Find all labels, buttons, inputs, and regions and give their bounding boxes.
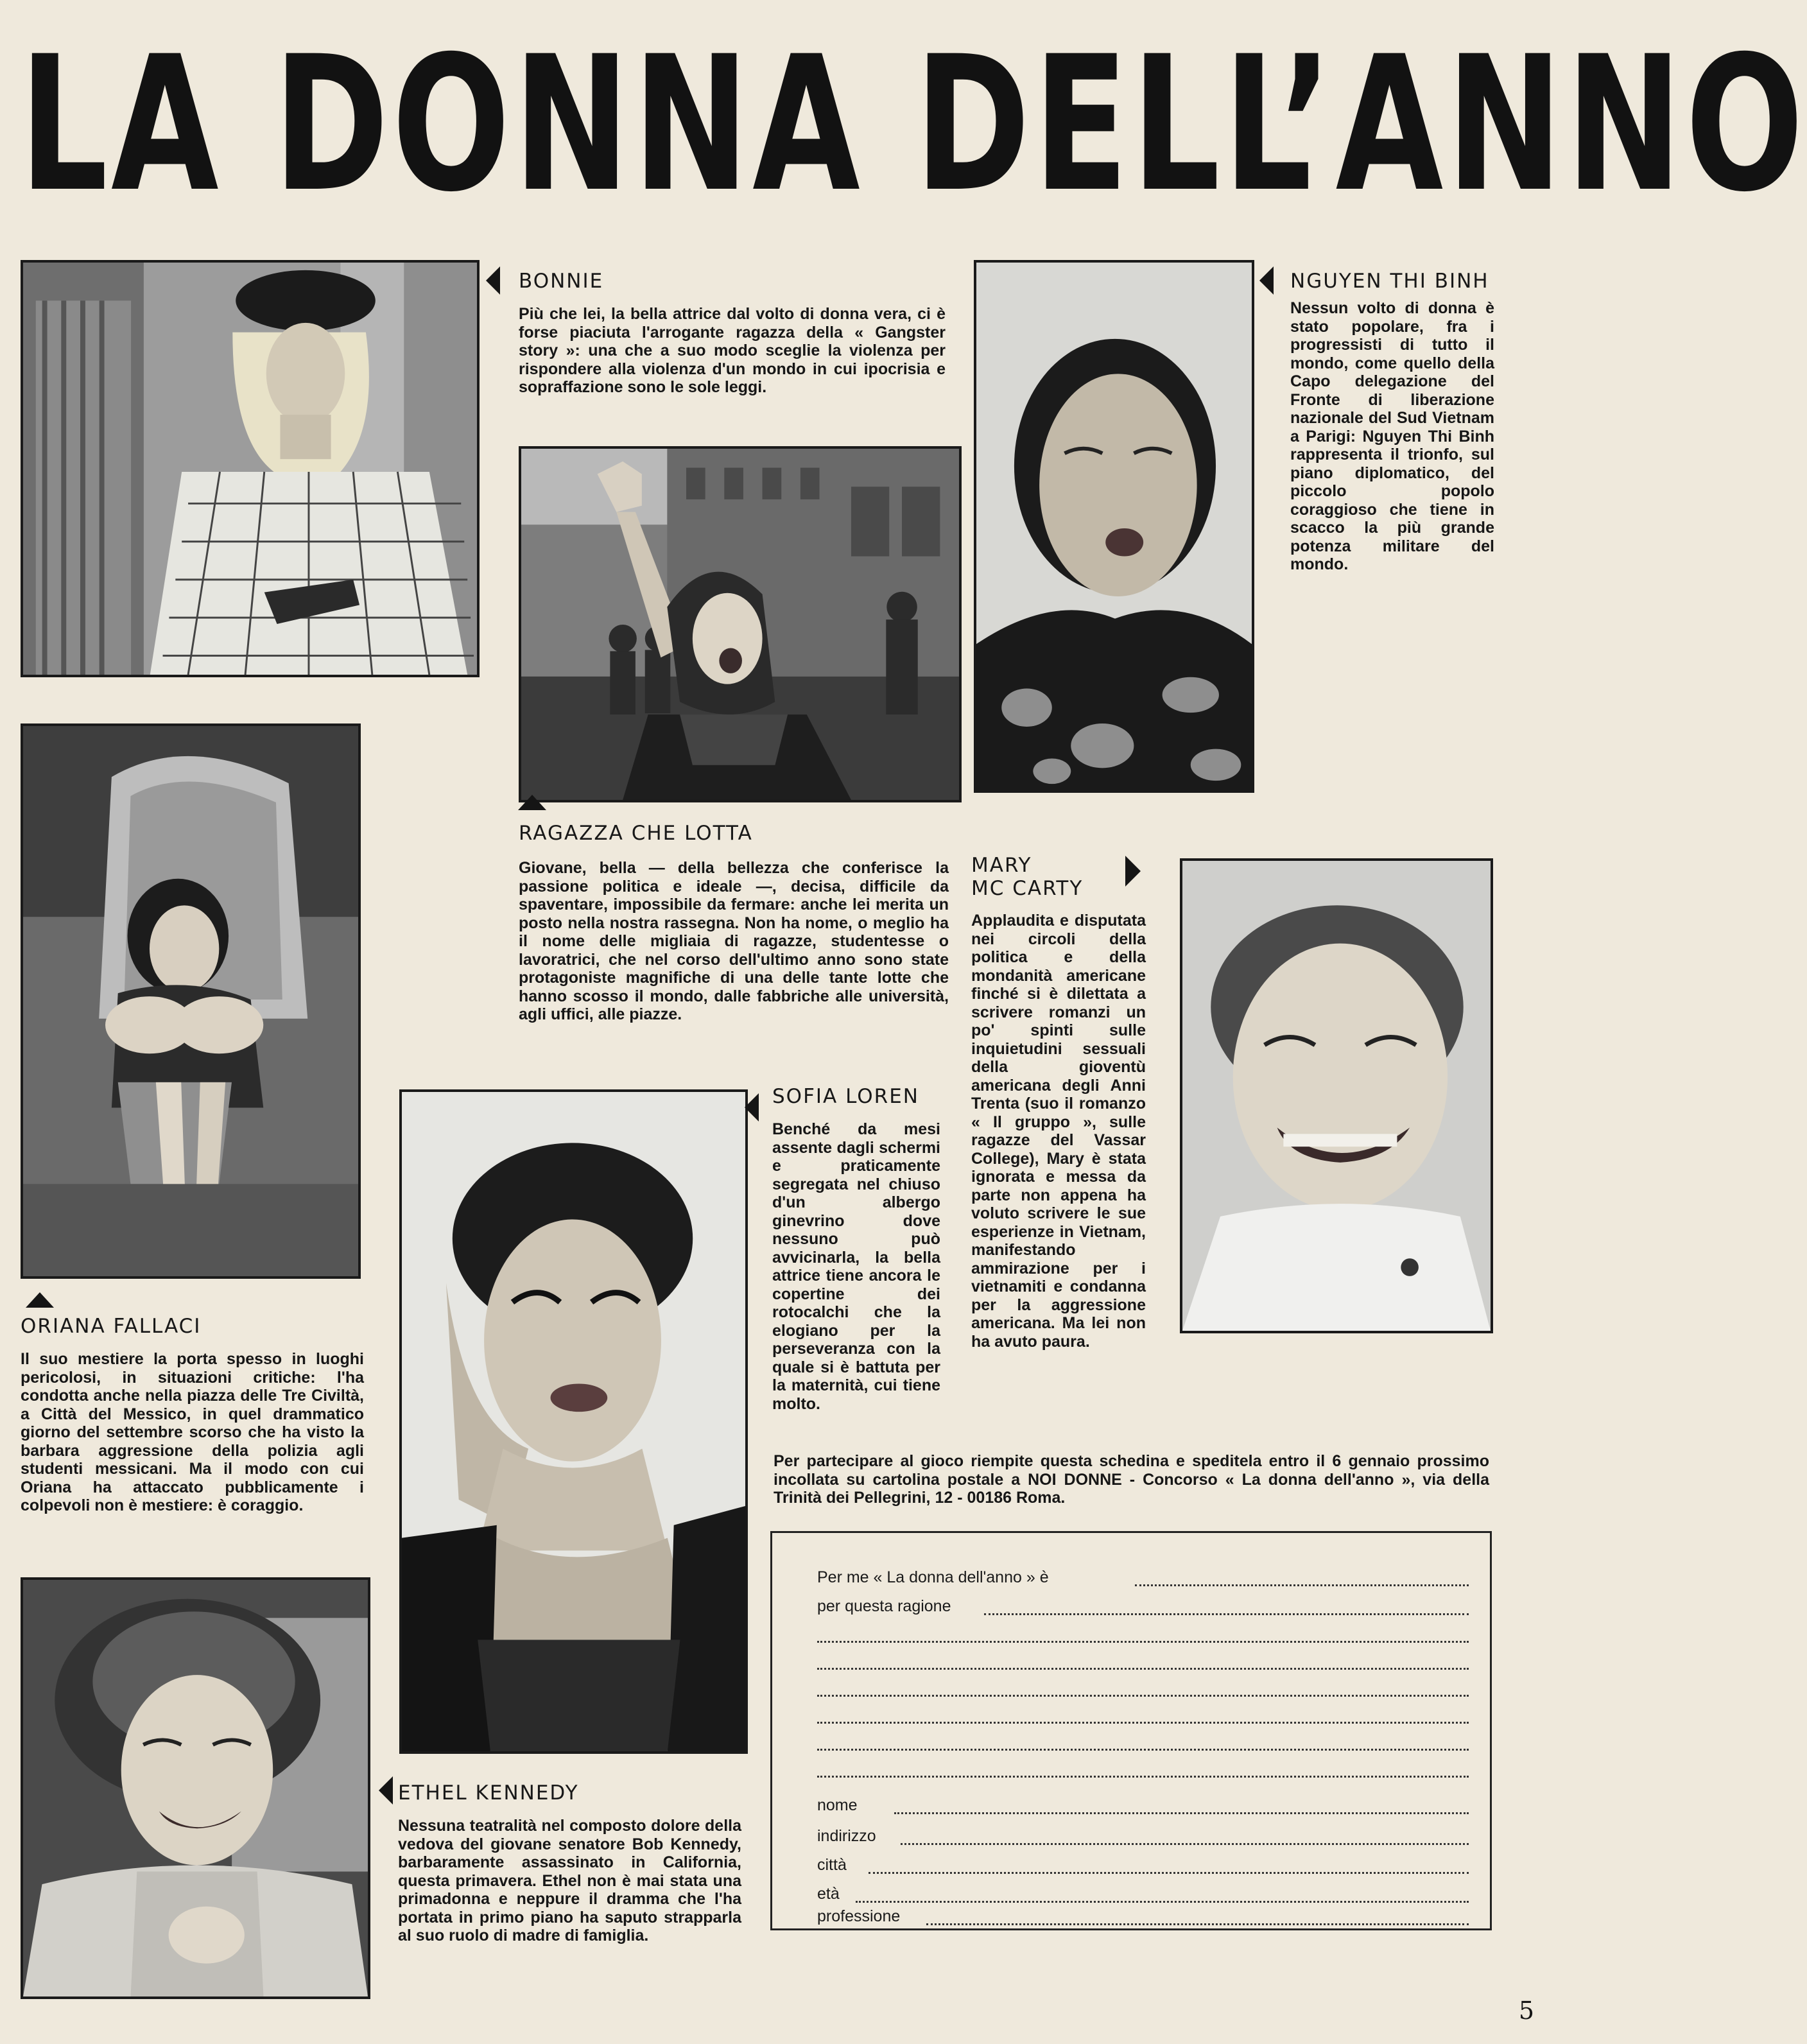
- sofia-name: SOFIA LOREN: [772, 1085, 919, 1108]
- page-number: 5: [1518, 1996, 1534, 2025]
- entry-form: [770, 1531, 1492, 1930]
- form-field-ragione-line[interactable]: [817, 1722, 1469, 1724]
- oriana-text: Il suo mestiere la porta spesso in luoghi pericolosi, in situazioni critiche: l'ha condotta anche nella piazza delle Tre Civiltà, a Città del Messico, in quel drammatico giorno del settembre scorso che ha visto la barbara aggressione della polizia agli studenti messicani. Ma il modo con cui Oriana ha attaccato pubblicamente i colpevoli non è mestiere: è coraggio.: [21, 1350, 364, 1514]
- mary-mc-carty-photo: [1180, 858, 1493, 1333]
- sofia-loren-photo: [399, 1089, 748, 1754]
- bonnie-name: BONNIE: [519, 270, 604, 293]
- form-field-nome[interactable]: [894, 1812, 1469, 1814]
- contest-instructions: Per partecipare al gioco riempite questa schedina e speditela entro il 6 gennaio prossimo incollata su cartolina postale a NOI DONNE - Concorso « La donna dell'anno », via della Trinità dei Pellegrini, 12 - 00186 Roma.: [774, 1452, 1489, 1507]
- form-field-ragione-line[interactable]: [817, 1668, 1469, 1670]
- form-field-ragione-line[interactable]: [817, 1776, 1469, 1778]
- ragazza-arrow-icon: [518, 795, 546, 810]
- form-field-ragione-line[interactable]: [817, 1641, 1469, 1643]
- mary-text: Applaudita e disputata nei circoli della politica e della mondanità americane finché si è dilettata a scrivere romanzi un po' spinti sulle inquietudini sessuali della gioventù americana degli Anni Trenta (suo il romanzo « Il gruppo », sulle ragazze del Vassar College), Mary è stata ignorata e messa da parte non appena ha voluto scrivere le sue esperienze in Vietnam, manifestando ammirazione per i vietnamiti e condanna per la aggressione americana. Ma lei non ha avuto paura.: [971, 912, 1146, 1351]
- form-label-ragione: per questa ragione: [817, 1597, 951, 1615]
- form-field-professione[interactable]: [926, 1923, 1469, 1925]
- bonnie-text: Più che lei, la bella attrice dal volto di donna vera, ci è forse piaciuta l'arrogante ragazza della « Gangster story »: una che a suo modo sceglie la violenza per rispondere alla violenza d'un mondo in cui ipocrisia e sopraffazione sono le sole leggi.: [519, 305, 946, 396]
- ethel-name: ETHEL KENNEDY: [398, 1781, 579, 1805]
- form-label-indirizzo: indirizzo: [817, 1827, 876, 1845]
- page-title: LA DONNA DELL’ANNO: [19, 17, 1807, 233]
- form-field-donna[interactable]: [1135, 1584, 1469, 1586]
- ethel-arrow-icon: [379, 1776, 393, 1805]
- form-label-citta: città: [817, 1856, 847, 1874]
- form-label-donna: Per me « La donna dell'anno » è: [817, 1568, 1049, 1586]
- form-label-nome: nome: [817, 1796, 858, 1814]
- bonnie-arrow-icon: [486, 266, 500, 295]
- nguyen-name: NGUYEN THI BINH: [1290, 270, 1489, 293]
- form-field-ragione-line[interactable]: [817, 1749, 1469, 1751]
- form-label-professione: professione: [817, 1907, 901, 1925]
- ragazza-text: Giovane, bella — della bellezza che conferisce la passione politica e ideale —, decisa, difficile da spaventare, impossibile da fermare: anche lei merita un posto nella nostra rassegna. Non ha nome, o meglio ha il nome delle migliaia di ragazze, studentesse o lavoratrici, che nel corso dell'ultimo anno sono state protagoniste magnifiche di una delle tante lotte che hanno scosso il mondo, dalle fabbriche alle università, agli uffici, alle piazze.: [519, 859, 949, 1023]
- ragazza-name: RAGAZZA CHE LOTTA: [519, 822, 753, 845]
- nguyen-thi-binh-photo: [974, 260, 1254, 793]
- mary-name: MARY MC CARTY: [971, 854, 1084, 900]
- ethel-text: Nessuna teatralità nel composto dolore della vedova del giovane senatore Bob Kennedy, barbaramente assassinato in California, questa primavera. Ethel non è mai stata una primadonna e neppure il dramma che l'ha portata in primo piano ha saputo strapparla al suo ruolo di madre di famiglia.: [398, 1817, 741, 1944]
- form-field-indirizzo[interactable]: [901, 1843, 1469, 1845]
- form-field-citta[interactable]: [869, 1872, 1469, 1874]
- sofia-arrow-icon: [745, 1093, 759, 1122]
- form-field-eta[interactable]: [856, 1901, 1469, 1903]
- oriana-arrow-icon: [26, 1292, 54, 1308]
- form-field-ragione[interactable]: [984, 1613, 1469, 1615]
- sofia-text: Benché da mesi assente dagli schermi e praticamente segregata nel chiuso d'un albergo ginevrino dove nessuno può avvicinarla, la bella attrice tiene ancora le copertine dei rotocalchi che la elogiano per la perseveranza con la quale si è battuta per la maternità, cui tiene molto.: [772, 1120, 940, 1413]
- nguyen-text: Nessun volto di donna è stato popolare, fra i progressisti di tutto il mondo, come quello della Capo delegazione del Fronte di liberazione nazionale del Sud Vietnam a Parigi: Nguyen Thi Binh rappresenta il trionfo, sul piano diplomatico, del piccolo popolo coraggioso che tiene in scacco la più grande potenza militare del mondo.: [1290, 299, 1494, 573]
- oriana-name: ORIANA FALLACI: [21, 1315, 202, 1338]
- nguyen-arrow-icon: [1259, 266, 1274, 295]
- ragazza-che-lotta-photo: [519, 446, 962, 802]
- form-field-ragione-line[interactable]: [817, 1695, 1469, 1697]
- bonnie-photo: [21, 260, 480, 677]
- ethel-kennedy-photo: [21, 1577, 370, 1999]
- mary-arrow-icon: [1125, 856, 1141, 887]
- oriana-fallaci-photo: [21, 723, 361, 1279]
- form-label-eta: età: [817, 1885, 840, 1903]
